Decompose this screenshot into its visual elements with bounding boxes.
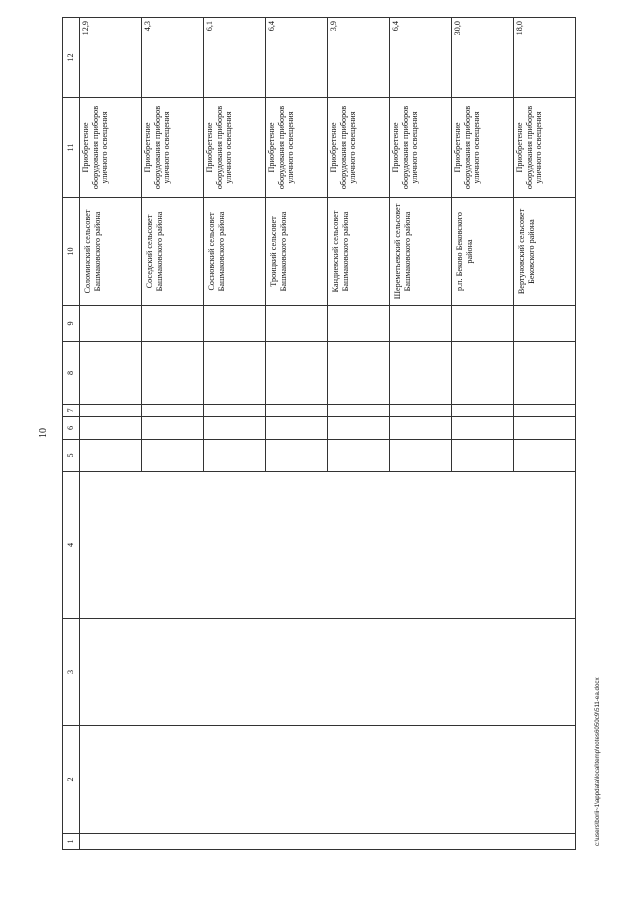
table-cell <box>204 405 266 417</box>
table-cell-col1 <box>80 834 576 850</box>
table-cell <box>390 417 452 440</box>
purpose-cell: Приобретение оборудования приборов уличного освещения <box>204 98 266 198</box>
area-name-cell: р.п. Бековo Бековского района <box>452 198 514 306</box>
table-container <box>62 18 576 850</box>
amount-cell: 3,9 <box>328 18 390 98</box>
amount-cell: 30,0 <box>452 18 514 98</box>
table-cell <box>266 306 328 342</box>
table-cell <box>142 405 204 417</box>
table-cell <box>142 306 204 342</box>
table-cell <box>514 440 576 472</box>
amount-cell: 6,1 <box>204 18 266 98</box>
table-cell <box>266 342 328 405</box>
area-name-cell: Шереметьевский сельсовет Башмаковского района <box>390 198 452 306</box>
table-cell <box>452 306 514 342</box>
amount-cell: 4,3 <box>142 18 204 98</box>
table-cell <box>204 306 266 342</box>
table-cell <box>80 342 142 405</box>
table-cell <box>80 440 142 472</box>
column-number: 7 <box>63 405 80 417</box>
column-number: 10 <box>63 198 80 306</box>
table-cell <box>390 342 452 405</box>
table-cell-col3 <box>80 619 576 726</box>
area-name-cell: Соседский сельсовет Башмаковского района <box>142 198 204 306</box>
column-number: 1 <box>63 834 80 850</box>
table-cell <box>328 440 390 472</box>
area-name-cell: Сосновский сельсовет Башмаковского района <box>204 198 266 306</box>
column-number: 2 <box>63 726 80 834</box>
table-cell <box>204 342 266 405</box>
column-number: 5 <box>63 440 80 472</box>
amount-cell: 6,4 <box>266 18 328 98</box>
table-cell <box>266 440 328 472</box>
purpose-cell: Приобретение оборудования приборов уличного освещения <box>142 98 204 198</box>
table-cell <box>80 405 142 417</box>
column-number: 4 <box>63 472 80 619</box>
purpose-cell: Приобретение оборудования приборов уличного освещения <box>452 98 514 198</box>
purpose-cell: Приобретение оборудования приборов уличного освещения <box>514 98 576 198</box>
table-cell <box>328 306 390 342</box>
table-cell <box>80 306 142 342</box>
table-cell <box>142 417 204 440</box>
purpose-cell: Приобретение оборудования приборов уличного освещения <box>328 98 390 198</box>
table-cell <box>514 417 576 440</box>
table-cell <box>80 417 142 440</box>
amount-cell: 6,4 <box>390 18 452 98</box>
purpose-cell: Приобретение оборудования приборов уличного освещения <box>390 98 452 198</box>
table-cell <box>266 417 328 440</box>
column-number: 9 <box>63 306 80 342</box>
area-name-cell: Троицкий сельсовет Башмаковского района <box>266 198 328 306</box>
page-number: 10 <box>38 428 49 438</box>
column-number: 11 <box>63 98 80 198</box>
column-number: 8 <box>63 342 80 405</box>
data-table <box>62 17 576 850</box>
table-cell <box>142 440 204 472</box>
table-cell <box>328 405 390 417</box>
table-cell <box>266 405 328 417</box>
table-cell <box>452 417 514 440</box>
column-number-row <box>63 18 80 850</box>
table-cell <box>452 440 514 472</box>
table-cell <box>514 342 576 405</box>
table-cell <box>390 306 452 342</box>
table-cell <box>390 405 452 417</box>
area-name-cell: Вертуновский сельсовет Бековского района <box>514 198 576 306</box>
table-row <box>80 18 142 850</box>
table-cell <box>514 306 576 342</box>
table-cell <box>204 440 266 472</box>
amount-cell: 12,9 <box>80 18 142 98</box>
column-number: 6 <box>63 417 80 440</box>
purpose-cell: Приобретение оборудования приборов уличного освещения <box>80 98 142 198</box>
table-cell <box>514 405 576 417</box>
table-cell <box>452 405 514 417</box>
column-number: 12 <box>63 18 80 98</box>
document-file-path: c:\users\borii~1\appdata\local\temp\notes6050c9\511-ea.docx <box>594 677 601 846</box>
table-cell <box>142 342 204 405</box>
table-cell <box>328 417 390 440</box>
amount-cell: 18,0 <box>514 18 576 98</box>
table-cell-col2 <box>80 726 576 834</box>
column-number: 3 <box>63 619 80 726</box>
area-name-cell: Соломинский сельсовет Башмаковского района <box>80 198 142 306</box>
table-cell <box>328 342 390 405</box>
purpose-cell: Приобретение оборудования приборов уличного освещения <box>266 98 328 198</box>
table-cell <box>204 417 266 440</box>
table-cell <box>390 440 452 472</box>
area-name-cell: Кандиевский сельсовет Башмаковского района <box>328 198 390 306</box>
table-cell <box>452 342 514 405</box>
table-cell-col4 <box>80 472 576 619</box>
